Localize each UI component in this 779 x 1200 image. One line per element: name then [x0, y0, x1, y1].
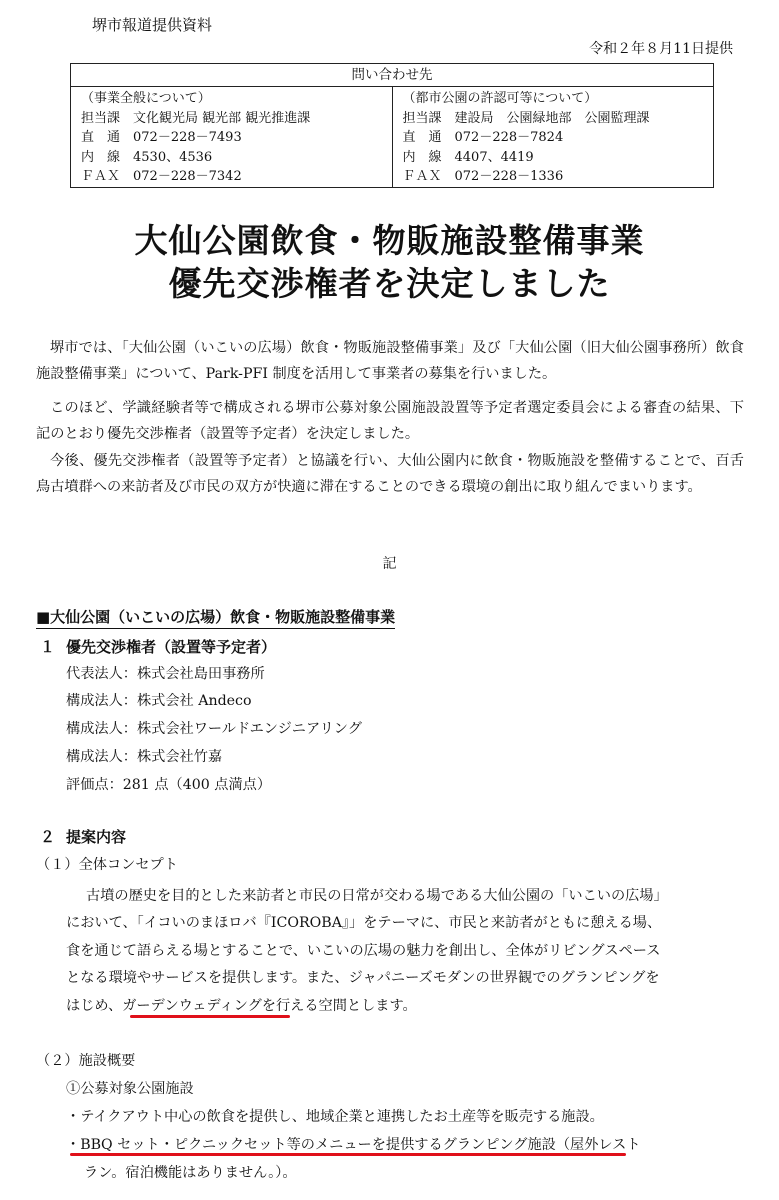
- concept-line-5: [66, 995, 417, 1015]
- headline-line-2: 優先交渉権者を決定しました: [168, 264, 611, 303]
- contact-permits-topic: （都市公園の許認可等について）: [402, 91, 598, 106]
- contact-heading: 問い合わせ先: [71, 64, 713, 87]
- contact-box: [70, 63, 714, 188]
- glamping-underline: [70, 1153, 626, 1156]
- contact-general-direct: 直 通 072－228－7493: [81, 130, 242, 145]
- facility-bullet-2: [66, 1134, 641, 1154]
- contact-permits: [392, 87, 714, 188]
- member-corp-1: 構成法人：株式会社 Andeco: [66, 693, 252, 709]
- issue-date: 令和２年８月11日提供: [589, 41, 733, 57]
- contact-permits-fax: ＦＡＸ 072－228－1336: [402, 169, 564, 184]
- facility-bullet-2-cont: ラン。宿泊機能はありません。）。: [84, 1165, 297, 1181]
- contact-permits-extension: 内 線 4407、4419: [402, 149, 534, 165]
- contact-permits-direct: 直 通 072－228－7824: [402, 130, 564, 145]
- contact-general-topic: （事業全般について）: [81, 91, 211, 106]
- member-corp-2: 構成法人：株式会社ワールドエンジニアリング: [66, 721, 362, 737]
- contact-general-extension: 内 線 4530、4536: [81, 149, 213, 165]
- contact-general-dept: 担当課 文化観光局 観光部 観光推進課: [81, 110, 311, 126]
- intro-paragraph-1: 堺市では、「大仙公園（いこいの広場）飲食・物販施設整備事業」及び「大仙公園（旧大仙公園事務所）飲食施設整備事業」について、Park-PFI 制度を活用して事業者の募集を行いました。: [36, 340, 744, 382]
- issuer-label: 堺市報道提供資料: [92, 16, 213, 34]
- evaluation-score: 評価点：281 点（400 点満点）: [66, 777, 272, 793]
- concept-line-4: となる環境やサービスを提供します。また、ジャパニーズモダンの世界観でのグランピングを: [66, 970, 660, 986]
- facility-label: （２）施設概要: [36, 1053, 136, 1069]
- garden-wedding-highlight: ガーデンウェディング: [122, 998, 262, 1014]
- concept-line-5-end: を行える空間とします。: [261, 998, 417, 1014]
- concept-line-2: において、「イコいのまほロバ『ICOROBA』」をテーマに、市民と来訪者がともに憩える場、: [66, 915, 662, 931]
- concept-line-1: 古墳の歴史を目的とした来訪者と市民の日常が交わる場である大仙公園の「いこいの広場」: [86, 888, 668, 904]
- item-2-number: ２: [40, 828, 56, 846]
- intro-paragraph-3: 今後、優先交渉権者（設置等予定者）と協議を行い、大仙公園内に飲食・物販施設を整備することで、百舌鳥古墳群への来訪者及び市民の双方が快適に滞在することのできる環境の創出に取り組んでまいります。: [36, 453, 744, 495]
- intro-paragraph-2: このほど、学識経験者等で構成される堺市公募対象公園施設設置等予定者選定委員会による審査の結果、下記のとおり優先交渉権者（設置等予定者）を決定しました。: [36, 400, 744, 442]
- garden-wedding-underline: [130, 1015, 290, 1018]
- ki-marker: 記: [382, 556, 397, 572]
- contact-permits-dept: 担当課 建設局 公園緑地部 公園監理課: [402, 110, 650, 126]
- concept-line-3: 食を通じて語らえる場とすることで、いこいの広場の魅力を創出し、全体がリビングスペース: [66, 943, 661, 959]
- headline-line-1: 大仙公園飲食・物販施設整備事業: [134, 221, 645, 260]
- contact-general: [71, 87, 392, 188]
- representative-corp: 代表法人：株式会社島田事務所: [66, 666, 265, 682]
- concept-label: （１）全体コンセプト: [36, 857, 178, 873]
- facility-bullet-1: ・テイクアウト中心の飲食を提供し、地域企業と連携したお土産等を販売する施設。: [66, 1109, 604, 1125]
- facility-bullet-2-end: （屋外レスト: [555, 1137, 641, 1153]
- item-2-title: 提案内容: [66, 828, 127, 846]
- contact-general-fax: ＦＡＸ 072－228－7342: [81, 169, 242, 184]
- item-1-number: １: [40, 638, 56, 656]
- glamping-highlight: ・BBQ セット・ピクニックセット等のメニューを提供するグランピング施設: [66, 1137, 556, 1153]
- item-1-title: 優先交渉権者（設置等予定者）: [66, 638, 277, 656]
- section-heading: ■大仙公園（いこいの広場）飲食・物販施設整備事業: [36, 606, 395, 629]
- facility-sub-label: ①公募対象公園施設: [66, 1081, 194, 1097]
- member-corp-3: 構成法人：株式会社竹嘉: [66, 749, 223, 765]
- concept-line-5-start: はじめ、: [66, 998, 123, 1014]
